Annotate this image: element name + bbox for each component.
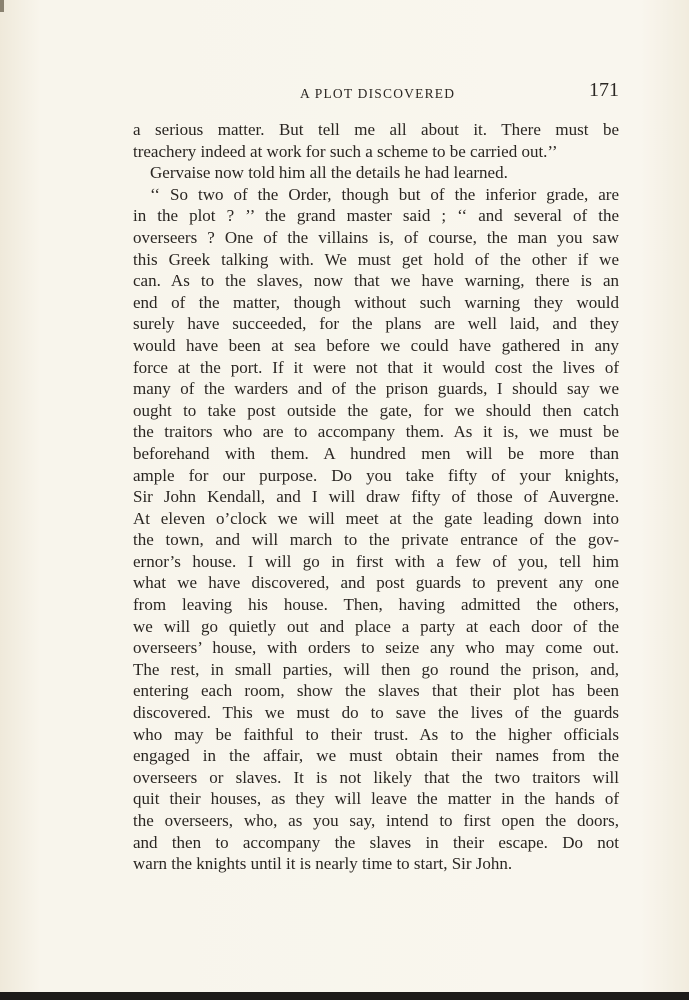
text-line: this Greek talking with. We must get hold of the other if we xyxy=(133,249,619,269)
text-line: force at the port. If it were not that it would cost the lives of xyxy=(133,357,619,377)
text-line: the town, and will march to the private entrance of the gov- xyxy=(133,530,619,550)
text-line: entering each room, show the slaves that their plot has been xyxy=(133,681,619,701)
text-line: end of the matter, though without such warning they would xyxy=(133,292,619,312)
text-line: surely have succeeded, for the plans are well laid, and they xyxy=(133,314,619,334)
text-line: ernor’s house. I will go in first with a few of you, tell him xyxy=(133,551,619,571)
text-line: and then to accompany the slaves in their escape. Do not xyxy=(133,832,619,852)
text-line: ‘‘ So two of the Order, though but of the inferior grade, are xyxy=(150,184,619,204)
text-line: a serious matter. But tell me all about it. There must be xyxy=(133,120,619,139)
text-line: The rest, in small parties, will then go round the prison, and, xyxy=(133,659,619,679)
text-line: overseers ? One of the villains is, of course, the man you saw xyxy=(133,227,619,247)
text-line: Sir John Kendall, and I will draw fifty of those of Auvergne. xyxy=(133,487,619,507)
text-line: would have been at sea before we could have gathered in any xyxy=(133,335,619,355)
text-line: engaged in the affair, we must obtain their names from the xyxy=(133,746,619,766)
running-title: A PLOT DISCOVERED xyxy=(300,86,456,101)
text-line: At eleven o’clock we will meet at the gate leading down into xyxy=(133,508,619,528)
text-line: the traitors who are to accompany them. As it is, we must be xyxy=(133,422,619,442)
text-line: discovered. This we must do to save the lives of the guards xyxy=(133,703,619,723)
text-line: ample for our purpose. Do you take fifty of your knights, xyxy=(133,465,619,485)
text-line: ought to take post outside the gate, for we should then catch xyxy=(133,400,619,420)
text-line: overseers’ house, with orders to seize any who may come out. xyxy=(133,638,619,658)
text-line: many of the warders and of the prison guards, I should say we xyxy=(133,379,619,399)
text-line: quit their houses, as they will leave the matter in the hands of xyxy=(133,789,619,809)
text-line: from leaving his house. Then, having admitted the others, xyxy=(133,595,619,615)
text-line: we will go quietly out and place a party at each door of the xyxy=(133,616,619,636)
text-line: the overseers, who, as you say, intend to first open the doors, xyxy=(133,811,619,830)
body-text xyxy=(133,119,619,875)
text-line: warn the knights until it is nearly time to start, Sir John. xyxy=(133,854,513,874)
text-line: in the plot ? ’’ the grand master said ; ‘‘ and several of the xyxy=(133,206,619,226)
page-header xyxy=(133,78,619,108)
page-edge-mark xyxy=(0,0,4,12)
bottom-scan-edge xyxy=(0,992,689,1000)
text-line: what we have discovered, and post guards to prevent any one xyxy=(133,573,619,593)
text-line: can. As to the slaves, now that we have warning, there is an xyxy=(133,271,619,291)
text-line: treachery indeed at work for such a scheme to be carried out.’’ xyxy=(133,141,558,161)
text-line: overseers or slaves. It is not likely that the two traitors will xyxy=(133,767,619,787)
page-number: 171 xyxy=(589,79,619,101)
text-line: beforehand with them. A hundred men will be more than xyxy=(133,443,619,463)
text-line: who may be faithful to their trust. As to the higher officials xyxy=(133,724,619,744)
text-line: Gervaise now told him all the details he had learned. xyxy=(150,163,508,183)
